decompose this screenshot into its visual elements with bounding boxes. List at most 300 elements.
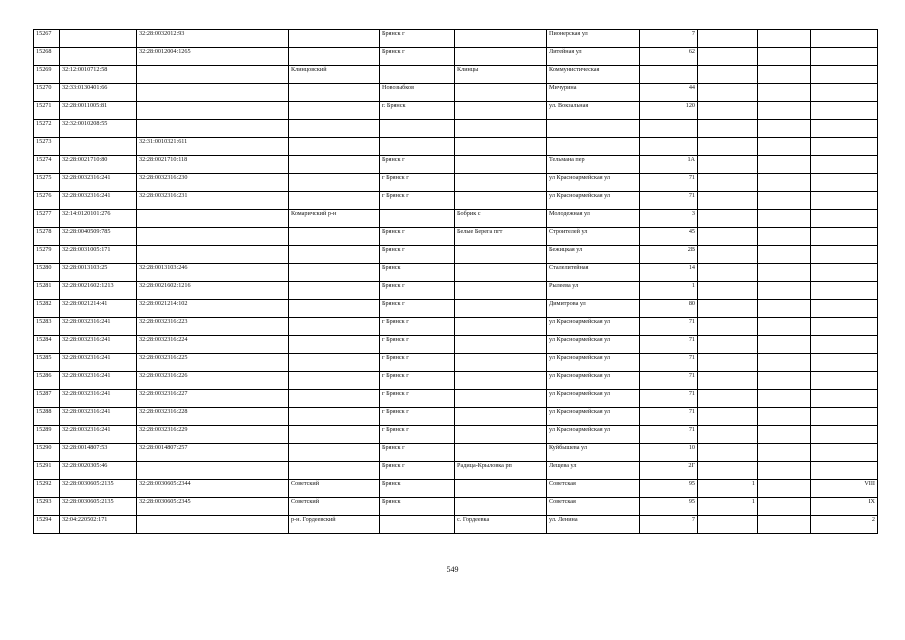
- cell-apartment: [811, 354, 878, 372]
- cell-city: [380, 120, 455, 138]
- cell-locality: [455, 372, 547, 390]
- cell-row-index: 15278: [34, 228, 60, 246]
- cell-apartment: [811, 156, 878, 174]
- cell-street: Строителей ул: [547, 228, 640, 246]
- cell-district: [289, 138, 380, 156]
- table-row: [34, 300, 878, 318]
- cell-city: [380, 516, 455, 534]
- cell-street: ул Красноармейская ул: [547, 390, 640, 408]
- cell-locality: [455, 444, 547, 462]
- cell-house-number: 44: [640, 84, 698, 102]
- cell-street: [547, 138, 640, 156]
- cell-structure: [758, 48, 811, 66]
- cell-building: 1: [698, 498, 758, 516]
- cell-city: Брянск г: [380, 444, 455, 462]
- cell-cadastral-number: [60, 138, 137, 156]
- cell-house-number: 2В: [640, 246, 698, 264]
- cell-structure: [758, 372, 811, 390]
- cell-apartment: [811, 408, 878, 426]
- cell-street: ул Красноармейская ул: [547, 408, 640, 426]
- cell-building: [698, 390, 758, 408]
- table-row: [34, 138, 878, 156]
- cell-locality: [455, 408, 547, 426]
- cell-district: Клинцовский: [289, 66, 380, 84]
- cell-building: [698, 336, 758, 354]
- cell-cadastral-number: 32:28:0032316:241: [60, 426, 137, 444]
- cell-apartment: IX: [811, 498, 878, 516]
- cell-locality: [455, 102, 547, 120]
- cell-district: [289, 192, 380, 210]
- cell-structure: [758, 444, 811, 462]
- cell-cadastral-number: 32:28:0032316:241: [60, 390, 137, 408]
- cell-structure: [758, 498, 811, 516]
- cell-city: Брянск г: [380, 246, 455, 264]
- cell-structure: [758, 426, 811, 444]
- cell-building: [698, 354, 758, 372]
- cell-row-index: 15273: [34, 138, 60, 156]
- cell-district: Комаричский р-н: [289, 210, 380, 228]
- cell-locality: [455, 498, 547, 516]
- cell-apartment: [811, 228, 878, 246]
- cell-city: [380, 66, 455, 84]
- cell-house-number: 14: [640, 264, 698, 282]
- cell-district: [289, 354, 380, 372]
- cell-street: ул Красноармейская ул: [547, 372, 640, 390]
- cell-city: г Брянск г: [380, 192, 455, 210]
- cell-apartment: [811, 120, 878, 138]
- cell-cadastral-number: 32:28:0032316:241: [60, 174, 137, 192]
- cell-locality: [455, 264, 547, 282]
- cell-house-number: 71: [640, 192, 698, 210]
- cell-building: [698, 372, 758, 390]
- cell-structure: [758, 138, 811, 156]
- cell-street: [547, 120, 640, 138]
- cell-structure: [758, 516, 811, 534]
- cell-house-number: 45: [640, 228, 698, 246]
- table-row: [34, 264, 878, 282]
- cell-cadastral-number: 32:33:0130401:66: [60, 84, 137, 102]
- cell-cadastral-number: 32:28:0014807:53: [60, 444, 137, 462]
- cell-building: [698, 48, 758, 66]
- cell-house-number: 3: [640, 210, 698, 228]
- cell-sub-cadastral-number: 32:28:0021602:1216: [137, 282, 289, 300]
- cell-cadastral-number: 32:28:0031005:171: [60, 246, 137, 264]
- cell-building: [698, 102, 758, 120]
- cell-structure: [758, 354, 811, 372]
- cell-house-number: 71: [640, 318, 698, 336]
- cell-cadastral-number: 32:28:0020305:46: [60, 462, 137, 480]
- cell-district: [289, 84, 380, 102]
- cell-building: 1: [698, 480, 758, 498]
- cell-sub-cadastral-number: [137, 228, 289, 246]
- cell-structure: [758, 462, 811, 480]
- cell-structure: [758, 480, 811, 498]
- cell-sub-cadastral-number: 32:28:0030605:2344: [137, 480, 289, 498]
- cell-building: [698, 408, 758, 426]
- cell-locality: [455, 246, 547, 264]
- cell-city: Брянск: [380, 264, 455, 282]
- cell-building: [698, 300, 758, 318]
- cell-house-number: 1: [640, 282, 698, 300]
- cell-locality: [455, 354, 547, 372]
- cell-city: г Брянск г: [380, 408, 455, 426]
- cell-sub-cadastral-number: [137, 66, 289, 84]
- cell-street: Бежицкая ул: [547, 246, 640, 264]
- cell-street: Мичурина: [547, 84, 640, 102]
- cell-city: г. Брянск: [380, 102, 455, 120]
- cell-sub-cadastral-number: 32:28:0032316:224: [137, 336, 289, 354]
- cell-city: Брянск г: [380, 48, 455, 66]
- cell-street: Куйбышева ул: [547, 444, 640, 462]
- cell-apartment: [811, 390, 878, 408]
- cell-row-index: 15284: [34, 336, 60, 354]
- cell-building: [698, 138, 758, 156]
- cell-city: Брянск: [380, 498, 455, 516]
- cell-district: Советский: [289, 498, 380, 516]
- cell-building: [698, 264, 758, 282]
- cell-city: г Брянск г: [380, 426, 455, 444]
- cell-sub-cadastral-number: 32:28:0030605:2345: [137, 498, 289, 516]
- cell-row-index: 15277: [34, 210, 60, 228]
- table-row: [34, 192, 878, 210]
- cell-sub-cadastral-number: 32:28:0012004:1265: [137, 48, 289, 66]
- cell-house-number: 2Г: [640, 462, 698, 480]
- cell-building: [698, 246, 758, 264]
- cell-sub-cadastral-number: 32:28:0032012:93: [137, 30, 289, 48]
- cell-city: Брянск г: [380, 228, 455, 246]
- cell-row-index: 15270: [34, 84, 60, 102]
- cell-street: ул Красноармейская ул: [547, 318, 640, 336]
- cell-locality: [455, 192, 547, 210]
- cell-row-index: 15289: [34, 426, 60, 444]
- cell-house-number: [640, 66, 698, 84]
- table-row: [34, 462, 878, 480]
- cell-structure: [758, 246, 811, 264]
- cell-apartment: [811, 282, 878, 300]
- cell-row-index: 15269: [34, 66, 60, 84]
- cell-locality: [455, 48, 547, 66]
- cell-row-index: 15283: [34, 318, 60, 336]
- cell-house-number: 80: [640, 300, 698, 318]
- cell-row-index: 15275: [34, 174, 60, 192]
- cell-structure: [758, 300, 811, 318]
- cell-street: ул Красноармейская ул: [547, 192, 640, 210]
- table-row: [34, 390, 878, 408]
- cell-locality: [455, 480, 547, 498]
- cell-sub-cadastral-number: [137, 462, 289, 480]
- cell-district: [289, 426, 380, 444]
- cell-cadastral-number: 32:32:0010208:55: [60, 120, 137, 138]
- cell-sub-cadastral-number: 32:28:0032316:223: [137, 318, 289, 336]
- cell-street: ул Красноармейская ул: [547, 336, 640, 354]
- table-row: [34, 102, 878, 120]
- cell-city: Брянск г: [380, 300, 455, 318]
- cell-sub-cadastral-number: 32:28:0032316:226: [137, 372, 289, 390]
- register-body: [34, 30, 878, 534]
- table-row: [34, 516, 878, 534]
- cell-street: Молодежная ул: [547, 210, 640, 228]
- table-row: [34, 426, 878, 444]
- cell-locality: [455, 426, 547, 444]
- cell-city: Брянск г: [380, 282, 455, 300]
- cell-row-index: 15281: [34, 282, 60, 300]
- cell-apartment: [811, 102, 878, 120]
- cell-house-number: 71: [640, 174, 698, 192]
- cell-cadastral-number: 32:12:0010712:58: [60, 66, 137, 84]
- cell-apartment: [811, 138, 878, 156]
- cell-district: [289, 156, 380, 174]
- table-row: [34, 84, 878, 102]
- cell-apartment: [811, 246, 878, 264]
- cell-district: [289, 372, 380, 390]
- cell-city: Брянск: [380, 480, 455, 498]
- cell-structure: [758, 408, 811, 426]
- cell-house-number: 7: [640, 516, 698, 534]
- cell-cadastral-number: 32:04:220502:171: [60, 516, 137, 534]
- cell-row-index: 15274: [34, 156, 60, 174]
- cell-district: р-н. Гордеевский: [289, 516, 380, 534]
- cell-house-number: 95: [640, 498, 698, 516]
- cell-building: [698, 174, 758, 192]
- cell-structure: [758, 120, 811, 138]
- cell-sub-cadastral-number: 32:28:0032316:229: [137, 426, 289, 444]
- cell-district: [289, 444, 380, 462]
- cell-sub-cadastral-number: [137, 516, 289, 534]
- cell-district: [289, 318, 380, 336]
- cell-district: [289, 48, 380, 66]
- cell-sub-cadastral-number: 32:28:0021710:118: [137, 156, 289, 174]
- cell-cadastral-number: 32:28:0032316:241: [60, 318, 137, 336]
- cell-sub-cadastral-number: 32:28:0013103:246: [137, 264, 289, 282]
- cell-building: [698, 282, 758, 300]
- cell-city: Брянск г: [380, 30, 455, 48]
- cell-district: [289, 390, 380, 408]
- cell-row-index: 15279: [34, 246, 60, 264]
- cell-locality: Белые Берега пгт: [455, 228, 547, 246]
- cell-street: ул. Ленина: [547, 516, 640, 534]
- cell-house-number: 71: [640, 408, 698, 426]
- cell-row-index: 15292: [34, 480, 60, 498]
- cell-district: [289, 246, 380, 264]
- cell-row-index: 15287: [34, 390, 60, 408]
- table-row: [34, 408, 878, 426]
- cell-street: ул Красноармейская ул: [547, 354, 640, 372]
- cell-district: Советский: [289, 480, 380, 498]
- cell-locality: [455, 336, 547, 354]
- cell-structure: [758, 210, 811, 228]
- cell-structure: [758, 174, 811, 192]
- cell-cadastral-number: 32:28:0032316:241: [60, 372, 137, 390]
- table-row: [34, 48, 878, 66]
- cell-cadastral-number: 32:28:0011005:81: [60, 102, 137, 120]
- cell-building: [698, 516, 758, 534]
- cell-structure: [758, 156, 811, 174]
- cell-sub-cadastral-number: 32:31:0010321:611: [137, 138, 289, 156]
- cell-house-number: 95: [640, 480, 698, 498]
- cell-sub-cadastral-number: 32:28:0014807:257: [137, 444, 289, 462]
- cell-locality: [455, 120, 547, 138]
- cell-apartment: [811, 48, 878, 66]
- cell-row-index: 15276: [34, 192, 60, 210]
- cell-sub-cadastral-number: 32:28:0032316:227: [137, 390, 289, 408]
- cell-street: Рылеева ул: [547, 282, 640, 300]
- cell-district: [289, 336, 380, 354]
- table-row: [34, 318, 878, 336]
- cell-street: Сталелитейная: [547, 264, 640, 282]
- cell-city: [380, 210, 455, 228]
- cell-locality: [455, 30, 547, 48]
- page-number: 549: [446, 565, 459, 574]
- table-row: [34, 480, 878, 498]
- cell-sub-cadastral-number: [137, 84, 289, 102]
- cell-cadastral-number: 32:28:0021710:80: [60, 156, 137, 174]
- cell-house-number: 62: [640, 48, 698, 66]
- cell-apartment: [811, 318, 878, 336]
- cell-locality: [455, 138, 547, 156]
- cell-sub-cadastral-number: [137, 102, 289, 120]
- cell-row-index: 15272: [34, 120, 60, 138]
- cell-row-index: 15285: [34, 354, 60, 372]
- table-row: [34, 30, 878, 48]
- cell-building: [698, 84, 758, 102]
- cell-house-number: 1А: [640, 156, 698, 174]
- cell-street: Тельмана пер: [547, 156, 640, 174]
- cell-row-index: 15271: [34, 102, 60, 120]
- table-row: [34, 246, 878, 264]
- cell-cadastral-number: [60, 48, 137, 66]
- cell-structure: [758, 282, 811, 300]
- cell-locality: [455, 318, 547, 336]
- cell-street: Коммунистическая: [547, 66, 640, 84]
- table-row: [34, 174, 878, 192]
- cell-structure: [758, 30, 811, 48]
- cell-street: Пионерская ул: [547, 30, 640, 48]
- cell-district: [289, 282, 380, 300]
- table-row: [34, 372, 878, 390]
- cell-apartment: [811, 336, 878, 354]
- cell-locality: [455, 282, 547, 300]
- cell-street: Советская: [547, 480, 640, 498]
- table-row: [34, 228, 878, 246]
- cell-row-index: 15282: [34, 300, 60, 318]
- table-row: [34, 336, 878, 354]
- cell-structure: [758, 228, 811, 246]
- cell-apartment: VIII: [811, 480, 878, 498]
- cell-row-index: 15294: [34, 516, 60, 534]
- cell-district: [289, 102, 380, 120]
- cell-locality: Клинцы: [455, 66, 547, 84]
- cell-row-index: 15291: [34, 462, 60, 480]
- cell-row-index: 15288: [34, 408, 60, 426]
- cell-city: Новозыбков: [380, 84, 455, 102]
- cell-street: ул. Вокзальная: [547, 102, 640, 120]
- cell-locality: [455, 300, 547, 318]
- cell-city: г Брянск г: [380, 336, 455, 354]
- cell-building: [698, 210, 758, 228]
- table-row: [34, 498, 878, 516]
- cell-sub-cadastral-number: [137, 210, 289, 228]
- cell-locality: Радица-Крыловка рп: [455, 462, 547, 480]
- cell-district: [289, 174, 380, 192]
- cell-district: [289, 462, 380, 480]
- table-row: [34, 66, 878, 84]
- cell-house-number: 120: [640, 102, 698, 120]
- cell-district: [289, 264, 380, 282]
- cell-structure: [758, 102, 811, 120]
- table-row: [34, 120, 878, 138]
- cell-sub-cadastral-number: 32:28:0032316:230: [137, 174, 289, 192]
- cell-sub-cadastral-number: 32:28:0021214:102: [137, 300, 289, 318]
- cell-apartment: [811, 30, 878, 48]
- cell-apartment: 2: [811, 516, 878, 534]
- cell-row-index: 15286: [34, 372, 60, 390]
- cell-city: г Брянск г: [380, 354, 455, 372]
- cell-apartment: [811, 300, 878, 318]
- cell-district: [289, 30, 380, 48]
- cell-cadastral-number: 32:28:0040509:785: [60, 228, 137, 246]
- cell-district: [289, 120, 380, 138]
- cell-structure: [758, 66, 811, 84]
- cell-apartment: [811, 372, 878, 390]
- cell-sub-cadastral-number: [137, 246, 289, 264]
- cell-apartment: [811, 462, 878, 480]
- cell-building: [698, 156, 758, 174]
- cell-building: [698, 426, 758, 444]
- cell-apartment: [811, 84, 878, 102]
- cell-house-number: [640, 138, 698, 156]
- cell-street: Лещева ул: [547, 462, 640, 480]
- cell-cadastral-number: 32:28:0013103:25: [60, 264, 137, 282]
- cell-city: г Брянск г: [380, 174, 455, 192]
- cell-apartment: [811, 174, 878, 192]
- cell-sub-cadastral-number: 32:28:0032316:231: [137, 192, 289, 210]
- cell-city: г Брянск г: [380, 390, 455, 408]
- cell-row-index: 15280: [34, 264, 60, 282]
- cell-apartment: [811, 66, 878, 84]
- register-table: [33, 29, 878, 534]
- cell-structure: [758, 318, 811, 336]
- cell-building: [698, 228, 758, 246]
- cell-cadastral-number: 32:28:0032316:241: [60, 354, 137, 372]
- table-row: [34, 156, 878, 174]
- cell-structure: [758, 192, 811, 210]
- cell-locality: [455, 84, 547, 102]
- cell-cadastral-number: 32:28:0032316:241: [60, 192, 137, 210]
- cell-city: Брянск г: [380, 462, 455, 480]
- cell-street: ул Красноармейская ул: [547, 174, 640, 192]
- cell-row-index: 15267: [34, 30, 60, 48]
- cell-building: [698, 66, 758, 84]
- cell-house-number: 7: [640, 30, 698, 48]
- table-row: [34, 444, 878, 462]
- cell-cadastral-number: 32:28:0030605:2135: [60, 480, 137, 498]
- cell-locality: Бобрик с: [455, 210, 547, 228]
- cell-cadastral-number: 32:28:0032316:241: [60, 336, 137, 354]
- cell-street: Димитрова ул: [547, 300, 640, 318]
- table-row: [34, 282, 878, 300]
- cell-house-number: 71: [640, 390, 698, 408]
- cell-building: [698, 462, 758, 480]
- cell-house-number: 71: [640, 372, 698, 390]
- cell-house-number: 71: [640, 354, 698, 372]
- cell-structure: [758, 264, 811, 282]
- cell-locality: с. Гордеевка: [455, 516, 547, 534]
- cell-city: [380, 138, 455, 156]
- cell-city: г Брянск г: [380, 318, 455, 336]
- cell-cadastral-number: 32:28:0021602:1213: [60, 282, 137, 300]
- cell-district: [289, 300, 380, 318]
- cell-row-index: 15293: [34, 498, 60, 516]
